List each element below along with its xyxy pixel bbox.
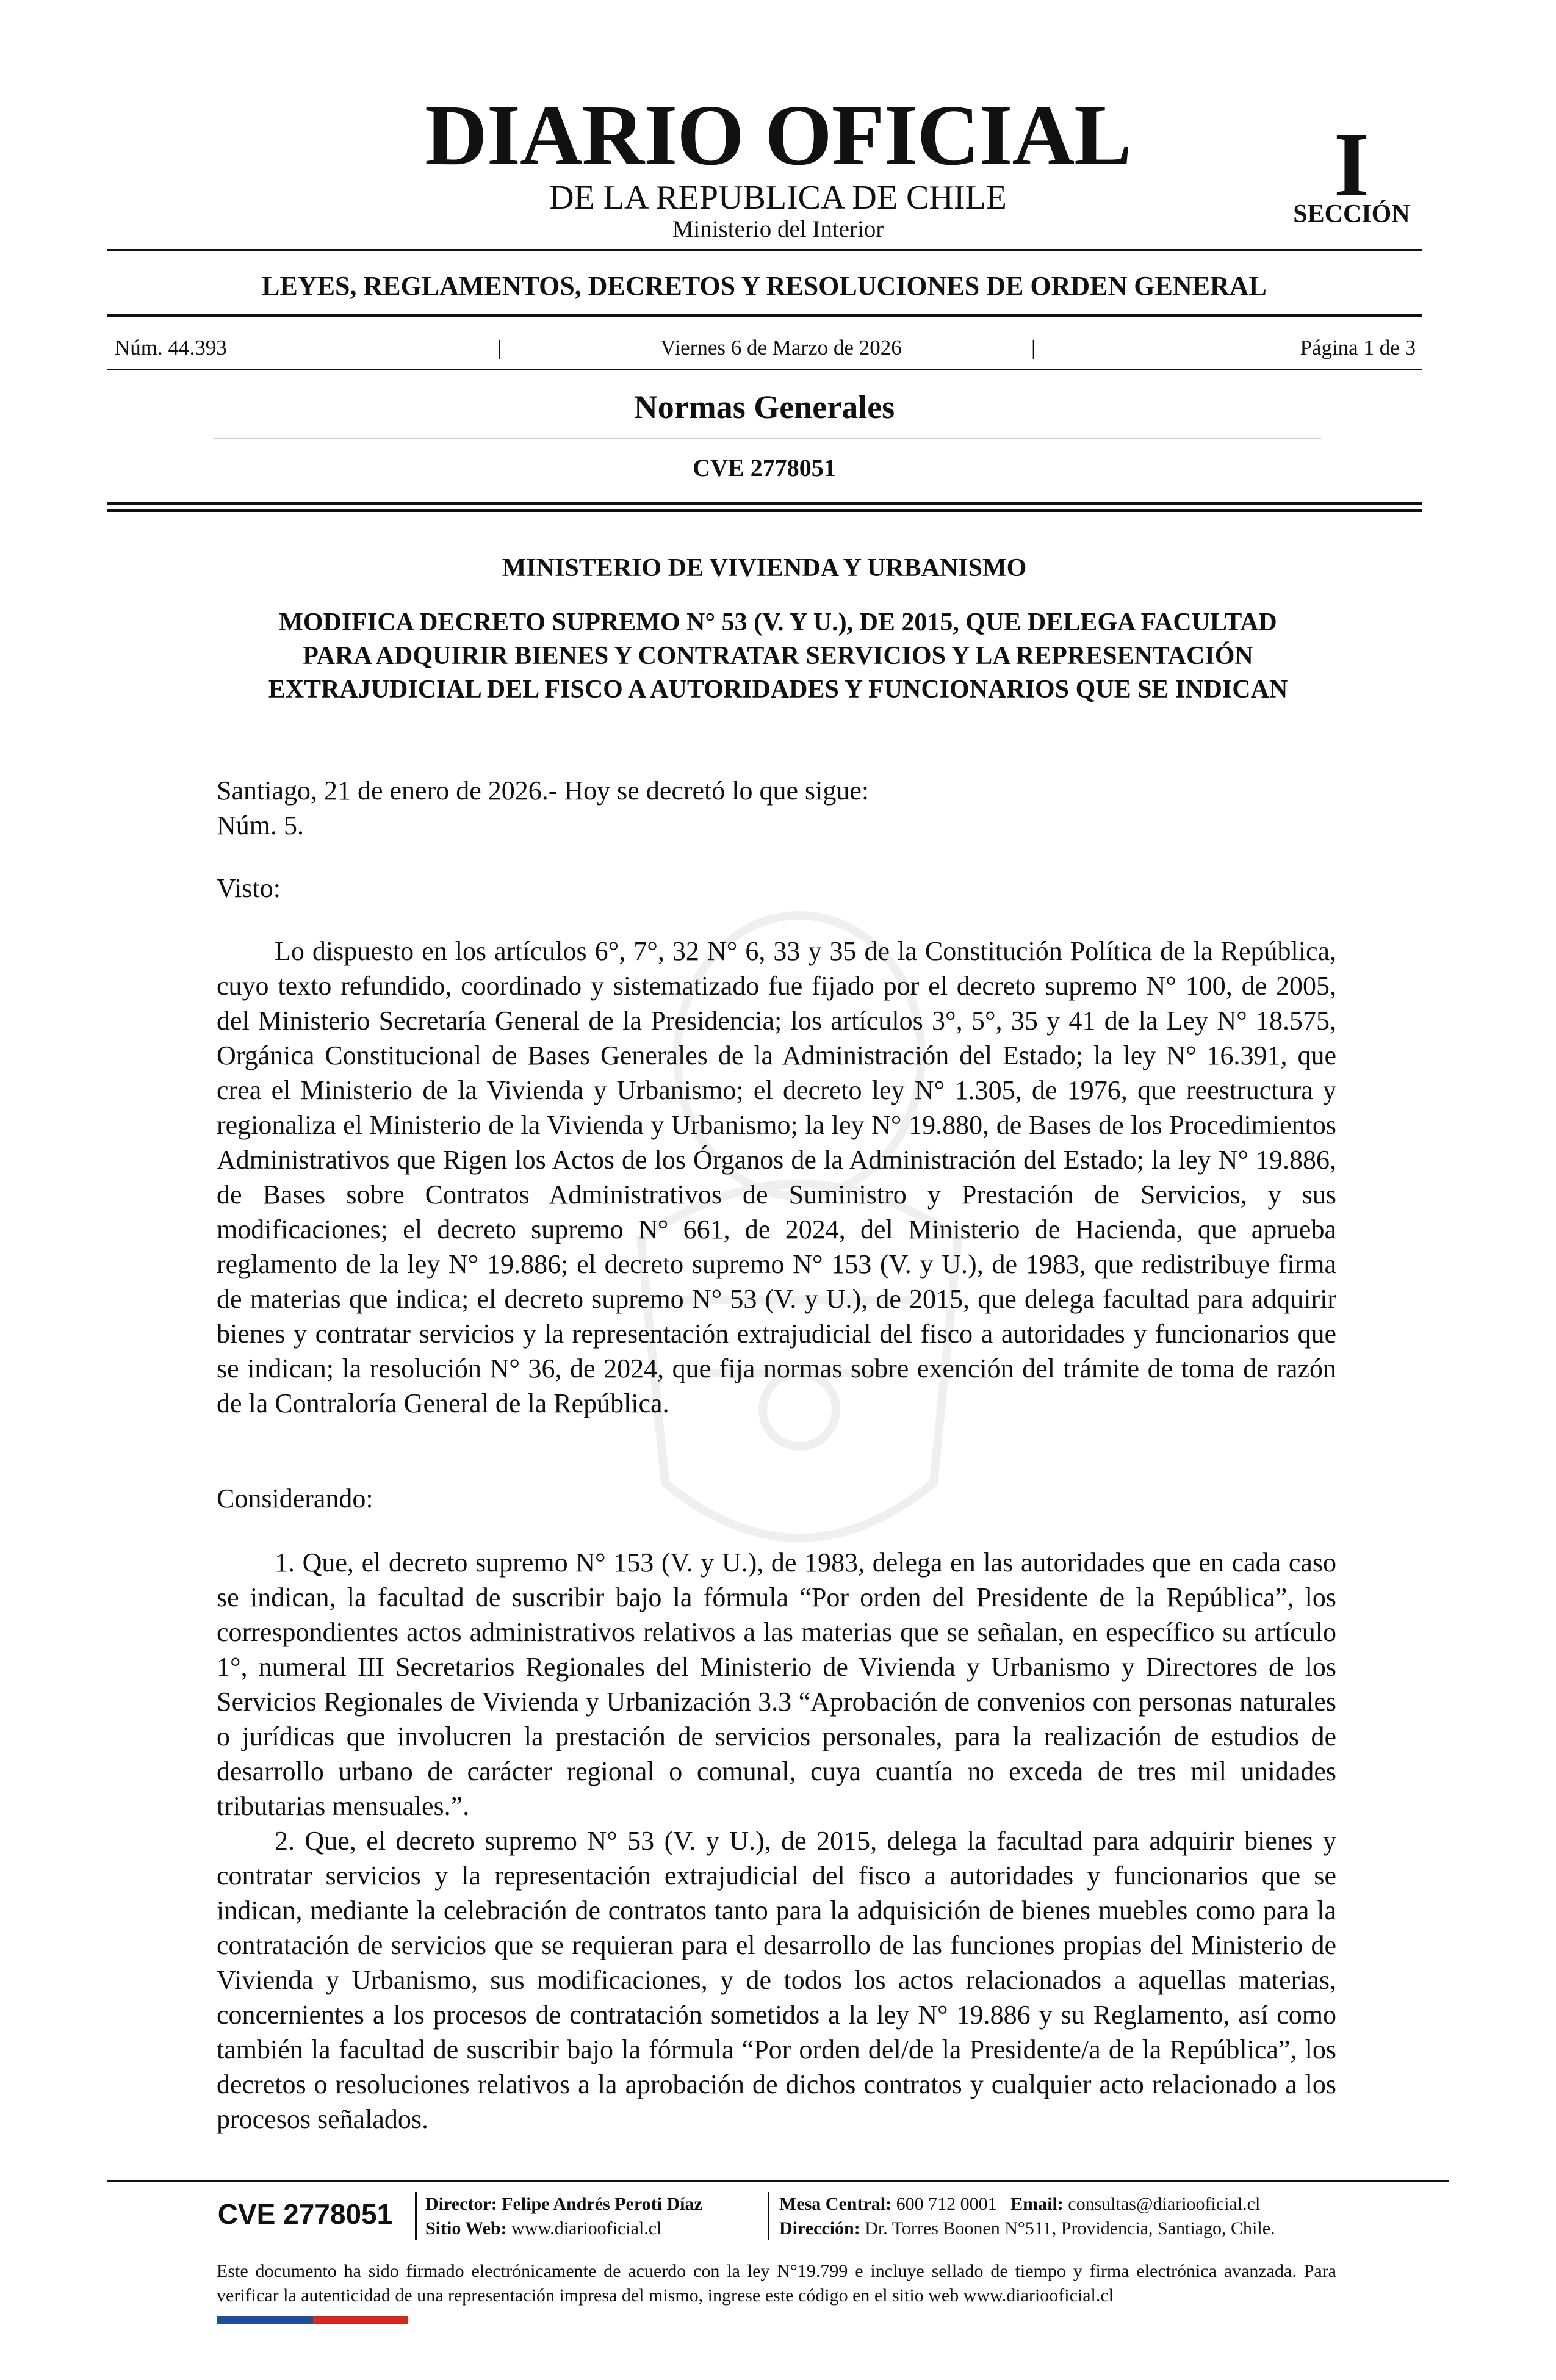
cve-rule-2	[107, 509, 1422, 512]
issue-date: Viernes 6 de Marzo de 2026	[660, 336, 902, 359]
considerando-2-paragraph: 2. Que, el decreto supremo N° 53 (V. y U.), de 2015, delega la facultad para adquirir bienes y contratar servicios y la representación extrajudicial del fisco a autoridades y funcionarios que se indican, mediante la celebración de contratos tanto para la adquisición de bienes muebles como para la contratación de servicios que se requieran para el desarrollo de las funciones propias del Ministerio de Vivienda y Urbanismo, sus modificaciones, y de todos los actos relacionados a aquellas materias, concernientes a los procesos de contratación sometidos a la ley N° 19.886 y su Reglamento, así como también la facultad de suscribir bajo la fórmula “Por orden del/de la Presidente/a de la República”, los decretos o resoluciones relativos a la aprobación de dichos contratos y cualquier acto relacionado a los procesos señalados.	[217, 1826, 1336, 2134]
page-indicator: Página 1 de 3	[1300, 336, 1416, 359]
address-value: Dr. Torres Boonen N°511, Providencia, Santiago, Chile.	[865, 2218, 1275, 2238]
site-link[interactable]: www.diariooficial.cl	[511, 2218, 662, 2238]
ministry-heading: MINISTERIO DE VIVIENDA Y URBANISMO	[502, 554, 1027, 582]
footer-divider-left	[415, 2192, 417, 2240]
considerando-section	[217, 1545, 1336, 2137]
footer-contact-block	[779, 2192, 1426, 2241]
phone-value: 600 712 0001	[896, 2194, 997, 2214]
cve-rule-1	[107, 502, 1422, 505]
decree-title: MODIFICA DECRETO SUPREMO N° 53 (V. Y U.), DE 2015, QUE DELEGA FACULTAD PARA ADQUIRIR BIENES Y CONTRATAR SERVICIOS Y LA REPRESENTACIÓN EXTRAJUDICIAL DEL FISCO A AUTORIDADES Y FUNCIONARIOS QUE SE INDICAN	[268, 608, 1288, 704]
category-rule	[214, 438, 1321, 439]
dateline-text: Santiago, 21 de enero de 2026.- Hoy se decretó lo que sigue:	[217, 776, 870, 806]
masthead-rule	[107, 249, 1422, 251]
newspaper-title: DIARIO OFICIAL	[425, 87, 1131, 183]
footer-cve-code: CVE 2778051	[217, 2198, 393, 2230]
considerando-1-paragraph: 1. Que, el decreto supremo N° 153 (V. y U.), de 1983, delega en las autoridades que en cada caso se indican, la facultad de suscribir bajo la fórmula “Por orden del Presidente de la República”, los correspondientes actos administrativos relativos a las materias que se señalan, en específico su artículo 1°, numeral III Secretarios Regionales del Ministerio de Vivienda y Urbanismo y Directores de los Servicios Regionales de Vivienda y Urbanización 3.3 “Aprobación de convenios con personas naturales o jurídicas que involucren la prestación de servicios personales, para la realización de estudios de desarrollo urbano de carácter regional o comunal, cuya cuantía no exceda de tres mil unidades tributarias mensuales.”.	[217, 1548, 1336, 1821]
dateline	[217, 773, 1336, 843]
info-separator-left: |	[497, 336, 502, 359]
address-label: Dirección:	[779, 2218, 860, 2238]
considerando-heading: Considerando:	[217, 1484, 373, 1513]
visto-section	[217, 934, 1336, 1421]
decree-number: Núm. 5.	[217, 810, 304, 840]
header-band: LEYES, REGLAMENTOS, DECRETOS Y RESOLUCIONES DE ORDEN GENERAL	[262, 271, 1267, 301]
footer-divider-right	[768, 2192, 769, 2240]
section-number: I	[1333, 114, 1370, 215]
email-link[interactable]: consultas@diariooficial.cl	[1068, 2194, 1261, 2214]
phone-label: Mesa Central:	[779, 2194, 892, 2214]
footer-director-block	[425, 2192, 767, 2241]
visto-heading: Visto:	[217, 873, 281, 903]
section-label: SECCIÓN	[1293, 200, 1410, 228]
director-label: Director:	[425, 2194, 497, 2214]
info-bar-rule	[107, 369, 1422, 370]
newspaper-subtitle: DE LA REPUBLICA DE CHILE	[549, 179, 1007, 217]
info-separator-right: |	[1031, 336, 1036, 359]
footer-top-rule	[107, 2180, 1449, 2182]
category-heading: Normas Generales	[633, 389, 895, 425]
header-band-rule	[107, 314, 1422, 317]
footer-disclaimer: Este documento ha sido firmado electrónicamente de acuerdo con la ley N°19.799 e incluye sellado de tiempo y firma electrónica avanzada. Para verificar la autenticidad de una representación impresa del mismo, ingrese este código en el sitio web www.diariooficial.cl	[217, 2261, 1336, 2306]
newspaper-ministry: Ministerio del Interior	[672, 216, 884, 242]
email-label: Email:	[1010, 2194, 1064, 2214]
director-name: Felipe Andrés Peroti Díaz	[502, 2194, 702, 2214]
flag-stripe-blue	[217, 2316, 313, 2324]
issue-number: Núm. 44.393	[115, 336, 227, 359]
cve-code: CVE 2778051	[693, 454, 836, 481]
site-label: Sitio Web:	[425, 2218, 507, 2238]
flag-stripe-red	[313, 2316, 408, 2324]
visto-paragraph: Lo dispuesto en los artículos 6°, 7°, 32 N° 6, 33 y 35 de la Constitución Política de la República, cuyo texto refundido, coordinado y sistematizado fue fijado por el decreto supremo N° 100, de 2005, del Ministerio Secretaría General de la Presidencia; los artículos 3°, 5°, 35 y 41 de la Ley N° 18.575, Orgánica Constitucional de Bases Generales de la Administración del Estado; la ley N° 16.391, que crea el Ministerio de la Vivienda y Urbanismo; el decreto ley N° 1.305, de 1976, que reestructura y regionaliza el Ministerio de la Vivienda y Urbanismo; la ley N° 19.880, de Bases de los Procedimientos Administrativos que Rigen los Actos de los Órganos de la Administración del Estado; la ley N° 19.886, de Bases sobre Contratos Administrativos de Suministro y Prestación de Servicios, y sus modificaciones; el decreto supremo N° 661, de 2024, del Ministerio de Hacienda, que aprueba reglamento de la ley N° 19.886; el decreto supremo N° 153 (V. y U.), de 1983, que redistribuye firma de materias que indica; el decreto supremo N° 53 (V. y U.), de 2015, que delega facultad para adquirir bienes y contratar servicios y la representación extrajudicial del fisco a autoridades y funcionarios que se indican; la resolución N° 36, de 2024, que fija normas sobre exención del trámite de toma de razón de la Contraloría General de la República.	[217, 936, 1336, 1418]
